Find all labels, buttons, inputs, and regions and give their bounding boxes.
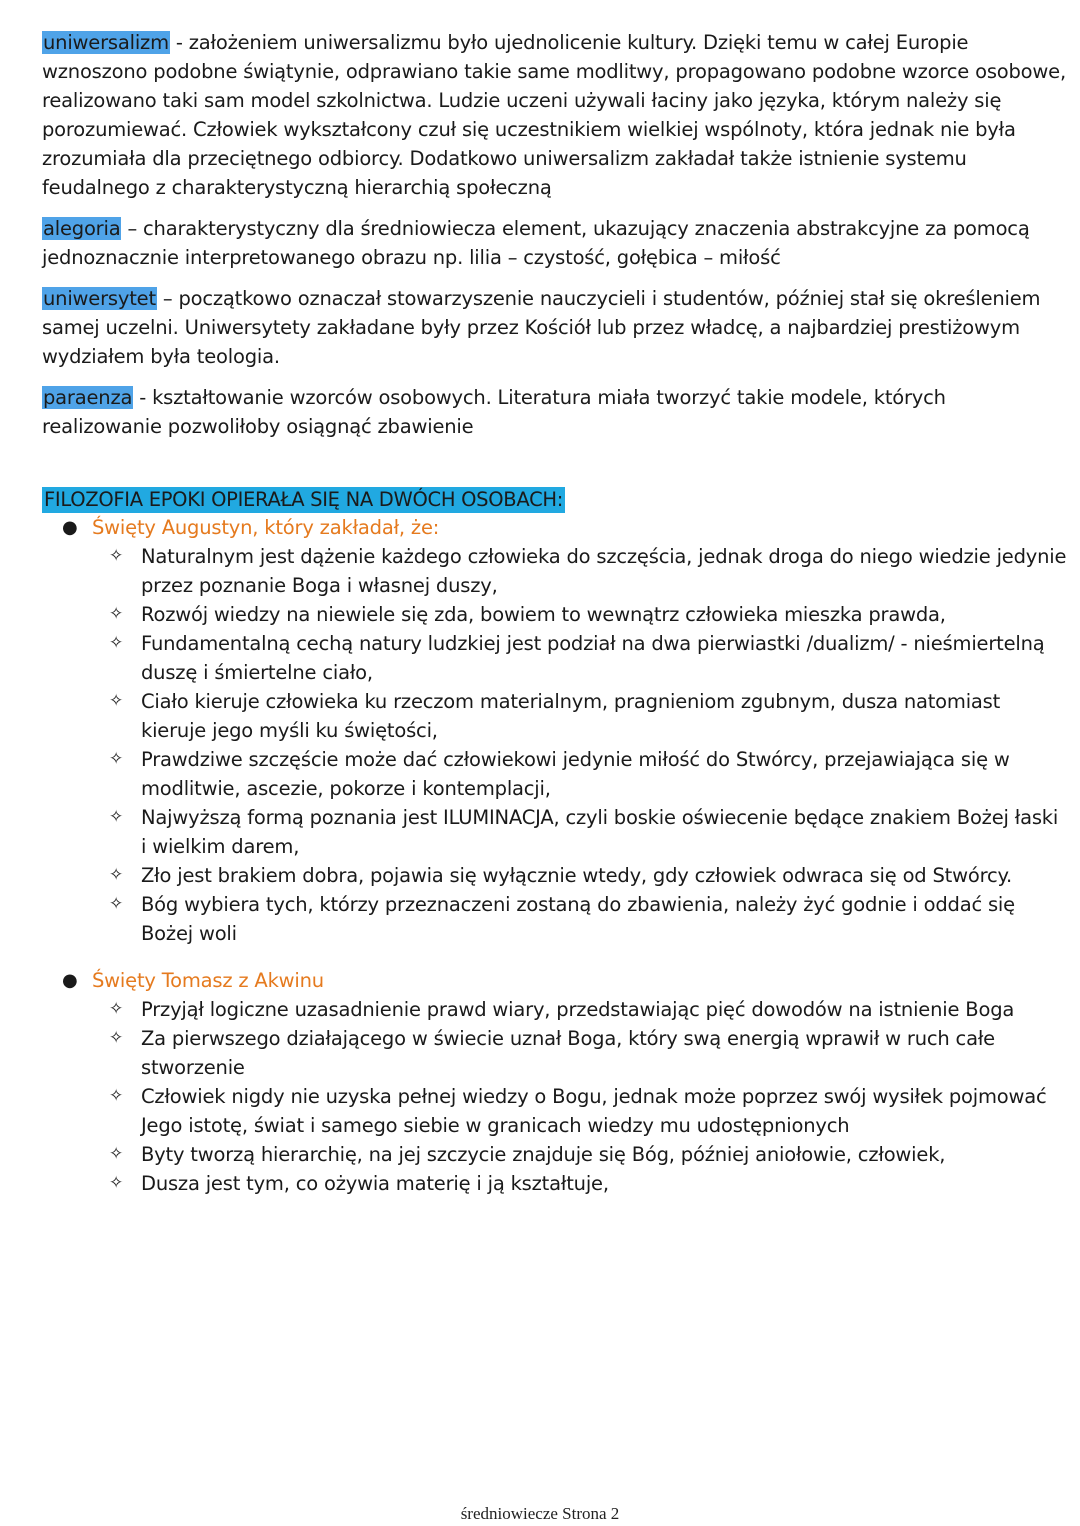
four-point-star-icon: ✧ — [109, 865, 124, 885]
four-point-star-icon: ✧ — [109, 604, 124, 624]
definition-separator: - — [169, 31, 189, 54]
philosophy-heading: FILOZOFIA EPOKI OPIERAŁA SIĘ NA DWÓCH OSOBACH: — [44, 488, 564, 511]
four-point-star-icon: ✧ — [109, 1173, 124, 1193]
list-item — [109, 687, 1068, 745]
point-text: Bóg wybiera tych, którzy przeznaczeni zostaną do zbawienia, należy żyć godnie i oddać się Bożej woli — [141, 893, 1015, 945]
bullet-dot-icon: ● — [62, 970, 78, 991]
four-point-star-icon: ✧ — [109, 1144, 124, 1164]
definition-text: początkowo oznaczał stowarzyszenie nauczycieli i studentów, później stał się określeniem samej uczelni. Uniwersytety zakładane były przez Kościół lub przez władcę, a najbardziej prestiżowym wydziałem była teologia. — [42, 287, 1041, 368]
list-item — [109, 600, 1068, 629]
list-item — [109, 803, 1068, 861]
list-item — [109, 1024, 1068, 1082]
person-name: Święty Augustyn, który zakładał, że: — [92, 516, 440, 539]
list-item — [109, 890, 1068, 948]
definition-paraenza — [42, 383, 1068, 441]
bullet-dot-icon: ● — [62, 517, 78, 538]
four-point-star-icon: ✧ — [109, 1028, 124, 1048]
point-text: Byty tworzą hierarchię, na jej szczycie znajduje się Bóg, później aniołowie, człowiek, — [141, 1143, 946, 1166]
person-augustyn — [62, 513, 1068, 542]
definition-alegoria — [42, 214, 1068, 272]
list-item — [109, 1140, 1068, 1169]
definition-text: założeniem uniwersalizmu było ujednolicenie kultury. Dzięki temu w całej Europie wznoszono podobne świątynie, odprawiano takie same modlitwy, propagowano podobne wzorce osobowe, realizowano taki sam model szkolnictwa. Ludzie uczeni używali łaciny jako języka, którym należy się porozumiewać. Człowiek wykształcony czuł się uczestnikiem wielkiej wspólnoty, która jednak nie była zrozumiała dla przeciętnego odbiorcy. Dodatkowo uniwersalizm zakładał także istnienie systemu feudalnego z charakterystyczną hierarchią społeczną — [42, 31, 1066, 199]
point-text: Za pierwszego działającego w świecie uznał Boga, który swą energią wprawił w ruch całe stworzenie — [141, 1027, 995, 1079]
definition-separator: – — [121, 217, 144, 240]
four-point-star-icon: ✧ — [109, 546, 124, 566]
tomasz-points-list — [42, 995, 1068, 1198]
four-point-star-icon: ✧ — [109, 999, 124, 1019]
definition-text: kształtowanie wzorców osobowych. Literatura miała tworzyć takie modele, których realizowanie pozwoliłoby osiągnąć zbawienie — [42, 386, 946, 438]
point-text: Fundamentalną cechą natury ludzkiej jest podział na dwa pierwiastki /dualizm/ - nieśmiertelną duszę i śmiertelne ciało, — [141, 632, 1045, 684]
person-tomasz — [62, 966, 1068, 995]
point-text: Zło jest brakiem dobra, pojawia się wyłącznie wtedy, gdy człowiek odwraca się od Stwórcy. — [141, 864, 1013, 887]
four-point-star-icon: ✧ — [109, 894, 124, 914]
four-point-star-icon: ✧ — [109, 807, 124, 827]
list-item — [109, 861, 1068, 890]
term-highlight: alegoria — [43, 217, 121, 240]
four-point-star-icon: ✧ — [109, 633, 124, 653]
term-highlight: uniwersalizm — [43, 31, 169, 54]
person-name: Święty Tomasz z Akwinu — [92, 969, 324, 992]
definition-uniwersalizm — [42, 28, 1068, 202]
list-item — [109, 745, 1068, 803]
definition-separator: – — [156, 287, 179, 310]
point-text: Rozwój wiedzy na niewiele się zda, bowiem to wewnątrz człowieka mieszka prawda, — [141, 603, 946, 626]
list-item — [109, 1169, 1068, 1198]
point-text: Człowiek nigdy nie uzyska pełnej wiedzy o Bogu, jednak może poprzez swój wysiłek pojmować Jego istotę, świat i samego siebie w granicach wiedzy mu udostępnionych — [141, 1085, 1047, 1137]
term-highlight: uniwersytet — [43, 287, 156, 310]
augustyn-points-list — [42, 542, 1068, 948]
point-text: Prawdziwe szczęście może dać człowiekowi jedynie miłość do Stwórcy, przejawiająca się w modlitwie, ascezie, pokorze i kontemplacji, — [141, 748, 1010, 800]
definition-uniwersytet — [42, 284, 1068, 371]
point-text: Ciało kieruje człowieka ku rzeczom materialnym, pragnieniom zgubnym, dusza natomiast kieruje jego myśli ku świętości, — [141, 690, 1001, 742]
term-highlight: paraenza — [43, 386, 133, 409]
page-footer: średniowiecze Strona 2 — [460, 1504, 620, 1523]
list-item — [109, 1082, 1068, 1140]
definition-text: charakterystyczny dla średniowiecza element, ukazujący znaczenia abstrakcyjne za pomocą jednoznacznie interpretowanego obrazu np. lilia – czystość, gołębica – miłość — [42, 217, 1030, 269]
point-text: Przyjął logiczne uzasadnienie prawd wiary, przedstawiając pięć dowodów na istnienie Boga — [141, 998, 1015, 1021]
point-text: Naturalnym jest dążenie każdego człowieka do szczęścia, jednak droga do niego wiedzie jedynie przez poznanie Boga i własnej duszy, — [141, 545, 1067, 597]
list-item — [109, 995, 1068, 1024]
list-item — [109, 629, 1068, 687]
page-content — [42, 28, 1068, 1198]
point-text: Dusza jest tym, co ożywia materię i ją kształtuje, — [141, 1172, 609, 1195]
four-point-star-icon: ✧ — [109, 749, 124, 769]
list-item — [109, 542, 1068, 600]
point-text: Najwyższą formą poznania jest ILUMINACJA, czyli boskie oświecenie będące znakiem Bożej łaski i wielkim darem, — [141, 806, 1059, 858]
definition-separator: - — [133, 386, 153, 409]
four-point-star-icon: ✧ — [109, 691, 124, 711]
four-point-star-icon: ✧ — [109, 1086, 124, 1106]
